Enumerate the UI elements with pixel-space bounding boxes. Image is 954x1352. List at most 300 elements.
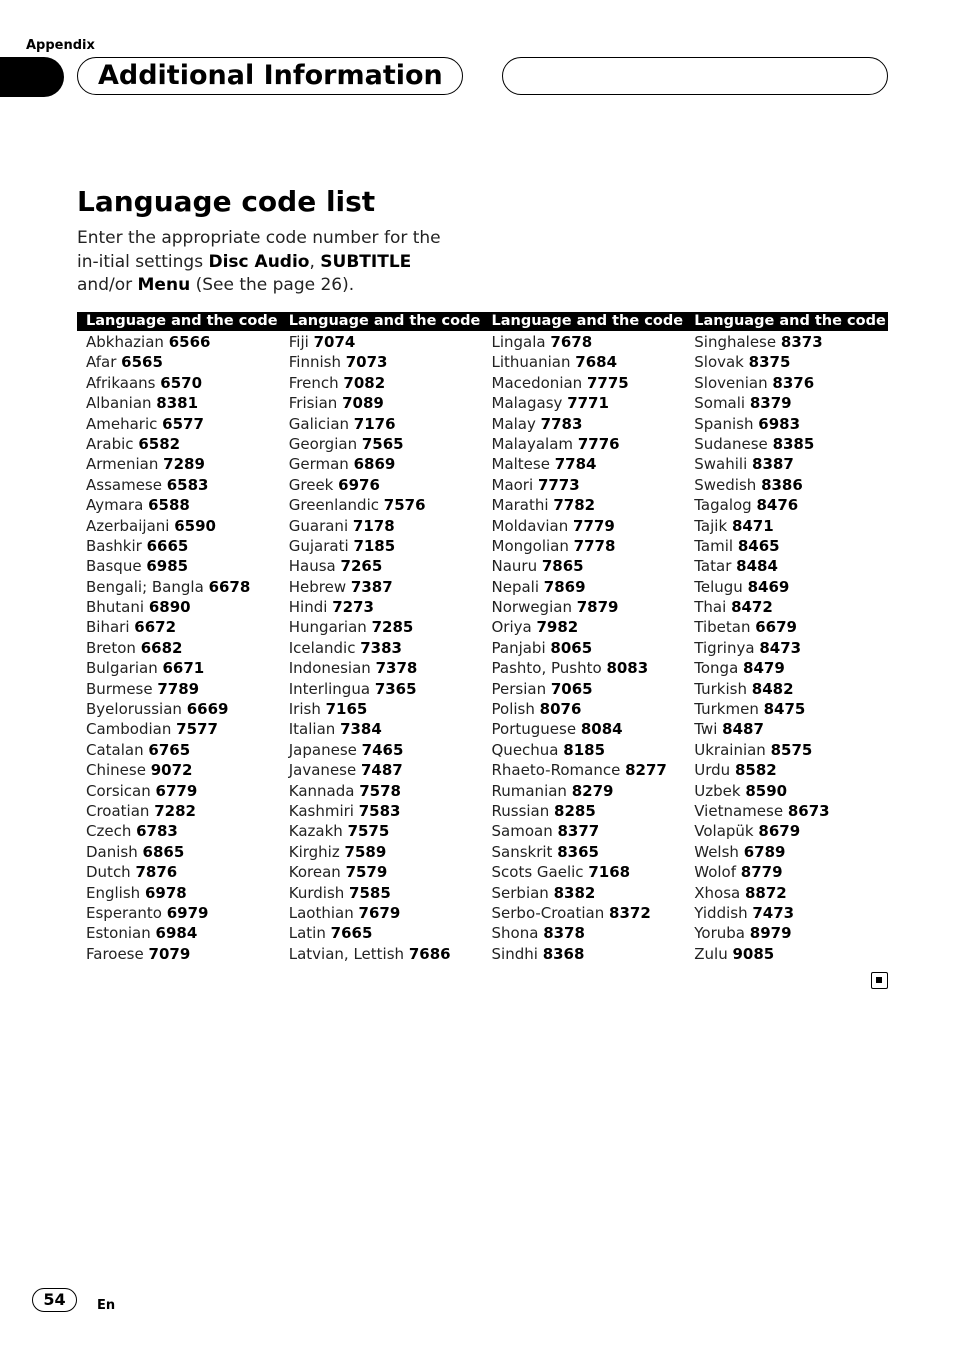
table-row (694, 923, 888, 943)
language-name: Rhaeto-Romance (491, 761, 621, 780)
language-code: 7771 (567, 394, 609, 413)
language-name: Latin (288, 924, 326, 943)
language-code: 7579 (345, 863, 388, 882)
language-name: Bihari (86, 618, 130, 637)
table-row (694, 944, 888, 964)
language-code: 9085 (732, 944, 775, 963)
language-name: Tigrinya (694, 638, 755, 657)
language-name: Zulu (694, 944, 728, 963)
language-code: 7577 (176, 720, 218, 739)
column-header: Language and the code (288, 313, 481, 329)
language-name: Breton (86, 638, 136, 657)
language-code: 7289 (163, 455, 205, 474)
table-row (694, 373, 888, 393)
language-code: 7365 (374, 679, 417, 698)
language-name: Rumanian (491, 781, 567, 800)
language-code: 6665 (146, 536, 189, 555)
language-name: Bulgarian (86, 659, 158, 678)
language-code: 7576 (383, 496, 426, 515)
table-row (289, 862, 483, 882)
language-code: 8479 (743, 659, 785, 678)
language-code-table (77, 312, 888, 964)
language-code: 7775 (586, 373, 629, 392)
table-row (492, 658, 686, 678)
language-code: 8076 (539, 700, 582, 719)
table-row (694, 760, 888, 780)
language-code: 8482 (751, 679, 794, 698)
language-code: 8377 (557, 822, 600, 841)
language-name: Yoruba (694, 924, 745, 943)
table-row (289, 923, 483, 943)
language-name: Laothian (288, 903, 354, 922)
language-code: 7583 (358, 801, 401, 820)
language-name: Thai (694, 598, 727, 617)
language-code: 6678 (208, 577, 251, 596)
table-row (694, 801, 888, 821)
table-row (289, 352, 483, 372)
table-row (289, 597, 483, 617)
language-marker: En (97, 1298, 116, 1313)
section-title: Language code list (77, 185, 376, 218)
table-row (86, 434, 280, 454)
language-code: 7679 (358, 903, 401, 922)
table-row (694, 556, 888, 576)
language-code: 8484 (736, 557, 778, 576)
language-name: Ukrainian (694, 740, 766, 759)
table-row (86, 862, 280, 882)
language-name: Swedish (694, 475, 757, 494)
table-row (86, 352, 280, 372)
language-code: 8381 (156, 394, 199, 413)
table-row (492, 617, 686, 637)
table-row (492, 638, 686, 658)
table-row (289, 556, 483, 576)
language-name: Somali (694, 394, 746, 413)
table-row (289, 638, 483, 658)
language-code: 7168 (588, 863, 631, 882)
table-row (289, 944, 483, 964)
language-name: Burmese (86, 679, 153, 698)
table-row (289, 495, 483, 515)
intro-text-1: Enter the appropriate code number for the in-itial settings (77, 228, 441, 272)
language-code: 8872 (745, 883, 787, 902)
intro-text-3: and/or (77, 275, 138, 295)
language-name: Hindi (288, 598, 328, 617)
language-name: Indonesian (288, 659, 371, 678)
table-row (289, 903, 483, 923)
language-name: Greenlandic (288, 496, 379, 515)
language-name: Mongolian (491, 536, 569, 555)
table-row (289, 679, 483, 699)
language-code: 8472 (731, 598, 773, 617)
language-code: 7686 (408, 944, 451, 963)
language-name: Armenian (86, 455, 159, 474)
language-code: 6671 (162, 659, 205, 678)
table-row (694, 740, 888, 760)
language-name: Tatar (694, 557, 732, 576)
section-tab-marker (0, 57, 64, 97)
language-name: Fiji (288, 333, 309, 351)
table-row (86, 495, 280, 515)
language-code: 6865 (142, 842, 185, 861)
table-row (289, 699, 483, 719)
language-name: Estonian (86, 924, 151, 943)
table-row (86, 699, 280, 719)
language-code: 6783 (136, 822, 178, 841)
language-code: 6976 (338, 475, 380, 494)
table-row (86, 617, 280, 637)
language-code: 6983 (758, 414, 801, 433)
table-row (694, 903, 888, 923)
table-row (86, 781, 280, 801)
intro-paragraph (77, 227, 467, 298)
table-row (289, 434, 483, 454)
table-row (86, 556, 280, 576)
language-name: German (288, 455, 349, 474)
table-row (694, 414, 888, 434)
table-row (492, 883, 686, 903)
language-code: 6590 (174, 516, 216, 535)
language-name: Kannada (288, 781, 355, 800)
language-name: Catalan (86, 740, 144, 759)
language-code: 6672 (134, 618, 177, 637)
language-code: 8469 (747, 577, 790, 596)
language-code: 7178 (352, 516, 395, 535)
language-name: Malayalam (491, 434, 574, 453)
table-row (86, 883, 280, 903)
language-name: Kurdish (288, 883, 345, 902)
language-code: 8473 (759, 638, 802, 657)
table-row (492, 903, 686, 923)
table-body (77, 331, 888, 964)
language-code: 7782 (553, 496, 596, 515)
language-name: Macedonian (491, 373, 583, 392)
table-row (86, 679, 280, 699)
language-code: 7789 (157, 679, 200, 698)
language-name: Danish (86, 842, 138, 861)
language-code: 8368 (542, 944, 585, 963)
table-row (289, 373, 483, 393)
table-row (86, 760, 280, 780)
table-row (492, 352, 686, 372)
table-row (694, 638, 888, 658)
language-name: Urdu (694, 761, 731, 780)
table-column (77, 331, 280, 964)
language-code: 6765 (148, 740, 191, 759)
table-row (289, 883, 483, 903)
table-row (492, 556, 686, 576)
table-row (694, 699, 888, 719)
language-code: 7383 (360, 638, 402, 657)
language-name: Finnish (288, 353, 341, 372)
table-row (289, 719, 483, 739)
language-code: 7684 (575, 353, 618, 372)
language-name: Assamese (86, 475, 162, 494)
language-code: 8487 (722, 720, 764, 739)
table-row (86, 801, 280, 821)
table-row (86, 944, 280, 964)
language-name: English (86, 883, 141, 902)
table-row (694, 454, 888, 474)
table-row (289, 658, 483, 678)
language-code: 8083 (606, 659, 649, 678)
language-code: 7578 (359, 781, 401, 800)
language-name: Hebrew (288, 577, 347, 596)
table-row (289, 617, 483, 637)
language-name: Bengali; Bangla (86, 577, 204, 596)
language-code: 8475 (763, 700, 806, 719)
language-code: 8373 (780, 333, 823, 351)
table-row (492, 516, 686, 536)
language-code: 8979 (749, 924, 792, 943)
header-title-box (77, 57, 463, 95)
column-header: Language and the code (694, 313, 886, 329)
language-code: 7265 (340, 557, 383, 576)
table-row (289, 760, 483, 780)
language-name: Wolof (694, 863, 737, 882)
language-code: 7585 (349, 883, 391, 902)
language-name: Xhosa (694, 883, 741, 902)
language-code: 6588 (148, 496, 190, 515)
table-row (492, 801, 686, 821)
table-row (694, 617, 888, 637)
language-code: 6566 (168, 333, 211, 351)
language-name: Slovak (694, 353, 744, 372)
language-name: Tamil (694, 536, 734, 555)
language-code: 8084 (580, 720, 623, 739)
language-code: 7082 (343, 373, 386, 392)
intro-text-4: (See the page 26). (190, 275, 355, 295)
table-row (86, 658, 280, 678)
table-column (483, 331, 686, 964)
language-name: Russian (491, 801, 550, 820)
table-row (492, 719, 686, 739)
language-name: Sindhi (491, 944, 538, 963)
language-code: 8575 (770, 740, 813, 759)
language-name: Malagasy (491, 394, 563, 413)
table-row (86, 903, 280, 923)
language-code: 6583 (166, 475, 209, 494)
language-code: 6582 (138, 434, 181, 453)
table-row (492, 923, 686, 943)
table-row (289, 801, 483, 821)
language-name: Twi (694, 720, 718, 739)
language-name: Tibetan (694, 618, 751, 637)
table-row (694, 883, 888, 903)
table-row (492, 699, 686, 719)
language-code: 7165 (325, 700, 368, 719)
table-row (694, 352, 888, 372)
table-row (694, 516, 888, 536)
language-code: 6985 (146, 557, 189, 576)
table-row (694, 862, 888, 882)
table-row (289, 332, 483, 352)
language-code: 6565 (121, 353, 163, 372)
table-row (86, 719, 280, 739)
language-code: 8465 (737, 536, 780, 555)
table-row (86, 373, 280, 393)
language-name: Irish (288, 700, 321, 719)
table-row (492, 597, 686, 617)
language-name: Shona (491, 924, 539, 943)
language-code: 8471 (731, 516, 774, 535)
language-name: Serbo-Croatian (491, 903, 605, 922)
language-name: Corsican (86, 781, 151, 800)
language-name: Maori (491, 475, 534, 494)
language-name: Icelandic (288, 638, 356, 657)
language-name: Serbian (491, 883, 549, 902)
language-name: Japanese (288, 740, 357, 759)
column-header: Language and the code (86, 313, 278, 329)
appendix-label: Appendix (26, 38, 95, 53)
table-row (694, 719, 888, 739)
table-row (694, 495, 888, 515)
language-code: 6679 (755, 618, 797, 637)
language-code: 6577 (162, 414, 204, 433)
language-name: Hausa (288, 557, 336, 576)
language-code: 8679 (758, 822, 801, 841)
language-code: 6978 (144, 883, 187, 902)
language-name: Oriya (491, 618, 532, 637)
language-name: Panjabi (491, 638, 546, 657)
language-name: Greek (288, 475, 334, 494)
table-row (694, 475, 888, 495)
language-name: Welsh (694, 842, 739, 861)
language-name: Galician (288, 414, 350, 433)
table-row (289, 577, 483, 597)
language-code: 7282 (154, 801, 196, 820)
table-row (289, 454, 483, 474)
language-code: 8582 (734, 761, 777, 780)
language-name: Polish (491, 700, 535, 719)
language-name: Javanese (288, 761, 357, 780)
language-code: 8673 (787, 801, 830, 820)
language-code: 8277 (625, 761, 667, 780)
language-code: 7065 (550, 679, 593, 698)
language-name: Croatian (86, 801, 150, 820)
language-name: Volapük (694, 822, 754, 841)
language-name: Marathi (491, 496, 549, 515)
header-empty-box (502, 57, 888, 95)
language-name: Scots Gaelic (491, 863, 584, 882)
table-row (492, 577, 686, 597)
table-row (694, 658, 888, 678)
language-name: Hungarian (288, 618, 367, 637)
language-code: 7074 (313, 333, 356, 351)
language-name: Korean (288, 863, 341, 882)
table-row (86, 516, 280, 536)
language-code: 8779 (740, 863, 783, 882)
table-row (86, 475, 280, 495)
table-row (492, 862, 686, 882)
language-code: 7982 (536, 618, 579, 637)
language-name: Nepali (491, 577, 539, 596)
language-name: Byelorussian (86, 700, 182, 719)
language-code: 8065 (550, 638, 593, 657)
language-code: 7273 (332, 598, 374, 617)
table-row (289, 516, 483, 536)
table-row (86, 842, 280, 862)
language-code: 7565 (361, 434, 404, 453)
language-code: 6779 (155, 781, 198, 800)
language-code: 6682 (140, 638, 183, 657)
table-header (77, 312, 888, 331)
table-row (86, 577, 280, 597)
language-code: 8376 (772, 373, 815, 392)
language-name: Dutch (86, 863, 131, 882)
table-row (694, 393, 888, 413)
language-name: Guarani (288, 516, 349, 535)
table-row (492, 821, 686, 841)
intro-text-2: , (309, 251, 321, 272)
language-name: Cambodian (86, 720, 172, 739)
language-name: Bashkir (86, 536, 142, 555)
language-code: 8382 (553, 883, 596, 902)
language-name: Spanish (694, 414, 754, 433)
language-code: 7185 (353, 536, 396, 555)
language-name: Esperanto (86, 903, 162, 922)
language-code: 7073 (345, 353, 388, 372)
language-name: Kazakh (288, 822, 343, 841)
language-name: Latvian, Lettish (288, 944, 405, 963)
language-name: Tagalog (694, 496, 752, 515)
table-row (86, 332, 280, 352)
table-row (289, 821, 483, 841)
table-row (492, 842, 686, 862)
language-name: Lithuanian (491, 353, 571, 372)
language-code: 7779 (573, 516, 615, 535)
table-row (289, 781, 483, 801)
page-number: 54 (32, 1288, 77, 1312)
language-code: 8375 (748, 353, 791, 372)
language-name: Basque (86, 557, 142, 576)
language-name: Uzbek (694, 781, 741, 800)
language-name: Turkish (694, 679, 747, 698)
language-name: Portuguese (491, 720, 577, 739)
language-code: 7773 (537, 475, 580, 494)
language-code: 6890 (148, 598, 191, 617)
language-name: Afrikaans (86, 373, 156, 392)
language-code: 8386 (761, 475, 803, 494)
language-code: 7465 (361, 740, 404, 759)
language-name: Italian (288, 720, 336, 739)
language-code: 7089 (342, 394, 384, 413)
table-row (86, 821, 280, 841)
language-name: Kirghiz (288, 842, 340, 861)
language-name: Interlingua (288, 679, 371, 698)
table-row (492, 740, 686, 760)
language-code: 7665 (330, 924, 373, 943)
language-name: Maltese (491, 455, 550, 474)
language-code: 7285 (371, 618, 414, 637)
language-code: 7776 (577, 434, 620, 453)
language-name: Moldavian (491, 516, 569, 535)
language-name: Chinese (86, 761, 146, 780)
language-code: 7876 (135, 863, 178, 882)
language-code: 7473 (752, 903, 795, 922)
language-code: 7387 (350, 577, 393, 596)
language-name: Norwegian (491, 598, 572, 617)
table-row (86, 454, 280, 474)
table-row (86, 393, 280, 413)
table-row (492, 760, 686, 780)
language-name: Aymara (86, 496, 144, 515)
language-name: Vietnamese (694, 801, 784, 820)
intro-menu: Menu (137, 275, 191, 295)
table-row (492, 475, 686, 495)
table-row (492, 414, 686, 434)
language-code: 7378 (375, 659, 418, 678)
